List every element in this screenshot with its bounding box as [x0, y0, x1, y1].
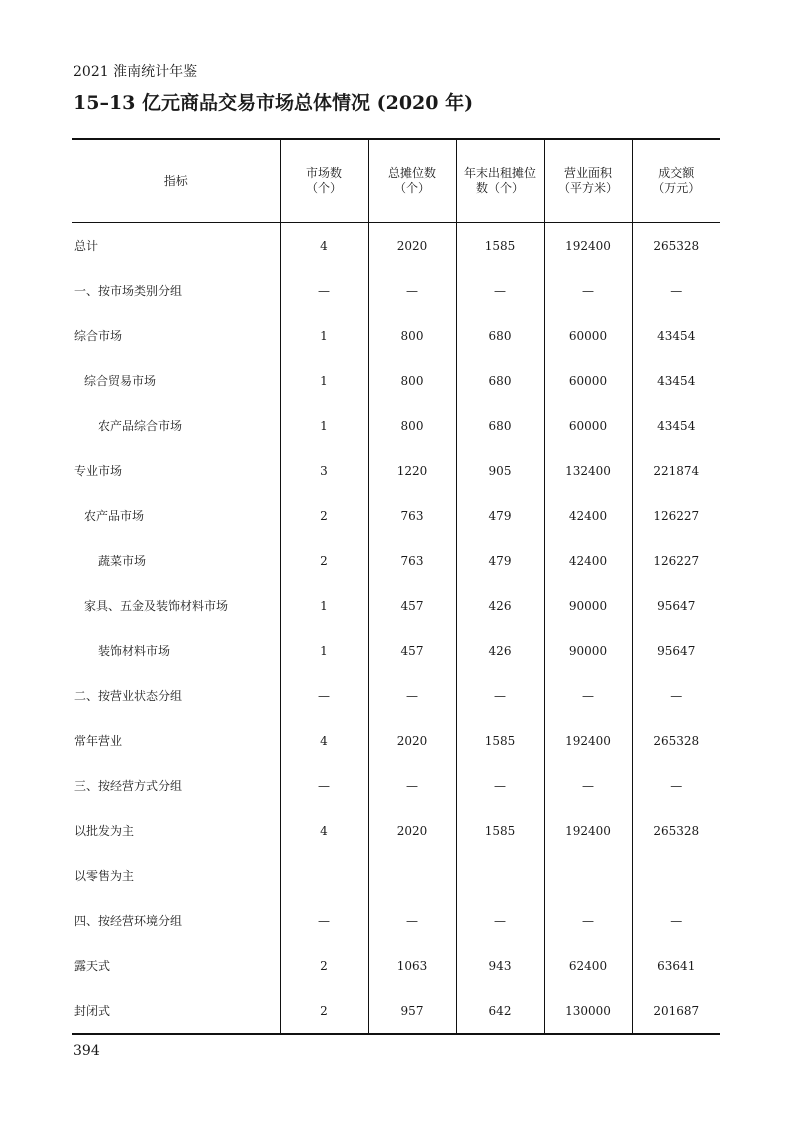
- data-cell: [280, 853, 368, 898]
- data-cell: 680: [456, 313, 544, 358]
- data-cell: 2020: [368, 223, 456, 269]
- data-cell: 800: [368, 313, 456, 358]
- row-label: 三、按经营方式分组: [74, 779, 183, 793]
- data-cell: 457: [368, 583, 456, 628]
- row-label: 专业市场: [74, 464, 123, 478]
- data-cell: —: [632, 763, 720, 808]
- data-cell: 62400: [544, 943, 632, 988]
- data-cell: —: [632, 898, 720, 943]
- data-cell: 42400: [544, 538, 632, 583]
- data-cell: 43454: [632, 358, 720, 403]
- data-cell: 680: [456, 403, 544, 448]
- data-cell: 2020: [368, 718, 456, 763]
- data-cell: [368, 853, 456, 898]
- data-cell: 130000: [544, 988, 632, 1034]
- table-row: [72, 313, 720, 358]
- data-cell: [632, 853, 720, 898]
- table-row: [72, 943, 720, 988]
- data-cell: —: [456, 898, 544, 943]
- data-cell: —: [280, 763, 368, 808]
- data-cell: 265328: [632, 808, 720, 853]
- row-label: 蔬菜市场: [98, 554, 147, 568]
- data-cell: 1: [280, 583, 368, 628]
- book-title: 2021 淮南统计年鉴: [73, 64, 198, 80]
- table-row: [72, 448, 720, 493]
- data-cell: 1: [280, 358, 368, 403]
- data-cell: 680: [456, 358, 544, 403]
- row-label: 常年营业: [74, 734, 123, 748]
- data-cell: 1585: [456, 808, 544, 853]
- data-cell: 943: [456, 943, 544, 988]
- data-cell: 265328: [632, 718, 720, 763]
- data-cell: 800: [368, 403, 456, 448]
- data-cell: —: [544, 763, 632, 808]
- data-cell: —: [280, 898, 368, 943]
- data-cell: 1220: [368, 448, 456, 493]
- table-row: [72, 223, 720, 269]
- row-label: 总计: [74, 239, 99, 253]
- row-label: 露天式: [74, 959, 111, 973]
- data-cell: —: [456, 673, 544, 718]
- data-cell: 1585: [456, 718, 544, 763]
- data-cell: 2: [280, 943, 368, 988]
- table-header: [72, 139, 720, 223]
- column-header: 营业面积 （平方米）: [544, 139, 632, 223]
- data-cell: 1585: [456, 223, 544, 269]
- table-row: [72, 808, 720, 853]
- column-header: 年末出租摊位 数（个）: [456, 139, 544, 223]
- data-cell: 95647: [632, 628, 720, 673]
- data-cell: 192400: [544, 718, 632, 763]
- data-cell: 90000: [544, 628, 632, 673]
- data-cell: —: [456, 763, 544, 808]
- data-cell: 126227: [632, 493, 720, 538]
- page-number: 394: [73, 1043, 100, 1059]
- row-label: 封闭式: [72, 988, 280, 1034]
- data-cell: 43454: [632, 403, 720, 448]
- data-cell: 4: [280, 718, 368, 763]
- table-title: 15–13 亿元商品交易市场总体情况 (2020 年): [73, 92, 474, 114]
- row-label: 以批发为主: [74, 824, 135, 838]
- table-row: [72, 358, 720, 403]
- data-cell: 2: [280, 988, 368, 1034]
- data-cell: 1: [280, 628, 368, 673]
- data-cell: [456, 853, 544, 898]
- data-cell: 265328: [632, 223, 720, 269]
- data-cell: [544, 853, 632, 898]
- data-cell: —: [456, 268, 544, 313]
- data-cell: 763: [368, 493, 456, 538]
- row-label: 家具、五金及装饰材料市场: [84, 599, 229, 613]
- table-row: [72, 538, 720, 583]
- column-header: 指标: [72, 139, 280, 223]
- row-label: 以零售为主: [74, 869, 135, 883]
- data-cell: —: [280, 673, 368, 718]
- data-cell: 132400: [544, 448, 632, 493]
- data-cell: 192400: [544, 223, 632, 269]
- data-cell: 957: [368, 988, 456, 1034]
- data-cell: 479: [456, 493, 544, 538]
- row-label: 二、按营业状态分组: [74, 689, 183, 703]
- table-row: [72, 718, 720, 763]
- column-header: 总摊位数 （个）: [368, 139, 456, 223]
- data-cell: —: [544, 898, 632, 943]
- data-cell: 192400: [544, 808, 632, 853]
- data-cell: 479: [456, 538, 544, 583]
- data-cell: —: [368, 673, 456, 718]
- data-cell: —: [368, 268, 456, 313]
- data-cell: 763: [368, 538, 456, 583]
- table-row: [72, 583, 720, 628]
- row-label: 装饰材料市场: [98, 644, 171, 658]
- row-label: 农产品市场: [84, 509, 145, 523]
- data-cell: —: [632, 673, 720, 718]
- row-label: 综合市场: [74, 329, 123, 343]
- table-body: [72, 223, 720, 1035]
- data-cell: 457: [368, 628, 456, 673]
- data-cell: 426: [456, 583, 544, 628]
- data-cell: 3: [280, 448, 368, 493]
- data-cell: 2020: [368, 808, 456, 853]
- data-cell: 43454: [632, 313, 720, 358]
- row-label: 农产品综合市场: [98, 419, 183, 433]
- data-cell: 1063: [368, 943, 456, 988]
- statistics-table: [72, 138, 720, 1035]
- table-row: [72, 493, 720, 538]
- data-cell: —: [544, 673, 632, 718]
- data-cell: 4: [280, 808, 368, 853]
- data-cell: 60000: [544, 313, 632, 358]
- data-cell: —: [368, 898, 456, 943]
- data-cell: 426: [456, 628, 544, 673]
- data-cell: —: [280, 268, 368, 313]
- column-header: 市场数 （个）: [280, 139, 368, 223]
- data-cell: 63641: [632, 943, 720, 988]
- row-label: 四、按经营环境分组: [74, 914, 183, 928]
- data-cell: 126227: [632, 538, 720, 583]
- table-row: [72, 853, 720, 898]
- data-cell: —: [368, 763, 456, 808]
- table-row: [72, 988, 720, 1034]
- data-cell: 2: [280, 493, 368, 538]
- row-label: 一、按市场类别分组: [74, 284, 183, 298]
- data-cell: 90000: [544, 583, 632, 628]
- data-cell: —: [632, 268, 720, 313]
- table-row: [72, 673, 720, 718]
- data-cell: 1: [280, 403, 368, 448]
- data-cell: —: [544, 268, 632, 313]
- table-row: [72, 403, 720, 448]
- data-cell: 201687: [632, 988, 720, 1034]
- data-cell: 905: [456, 448, 544, 493]
- table-row: [72, 268, 720, 313]
- data-cell: 2: [280, 538, 368, 583]
- data-cell: 221874: [632, 448, 720, 493]
- data-cell: 60000: [544, 403, 632, 448]
- data-cell: 60000: [544, 358, 632, 403]
- data-cell: 42400: [544, 493, 632, 538]
- column-header: 成交额 （万元）: [632, 139, 720, 223]
- data-cell: 1: [280, 313, 368, 358]
- row-label: 综合贸易市场: [84, 374, 157, 388]
- table-row: [72, 898, 720, 943]
- data-cell: 642: [456, 988, 544, 1034]
- table-row: [72, 628, 720, 673]
- table-row: [72, 763, 720, 808]
- data-cell: 4: [280, 223, 368, 269]
- data-cell: 95647: [632, 583, 720, 628]
- header-row: [72, 139, 720, 223]
- data-cell: 800: [368, 358, 456, 403]
